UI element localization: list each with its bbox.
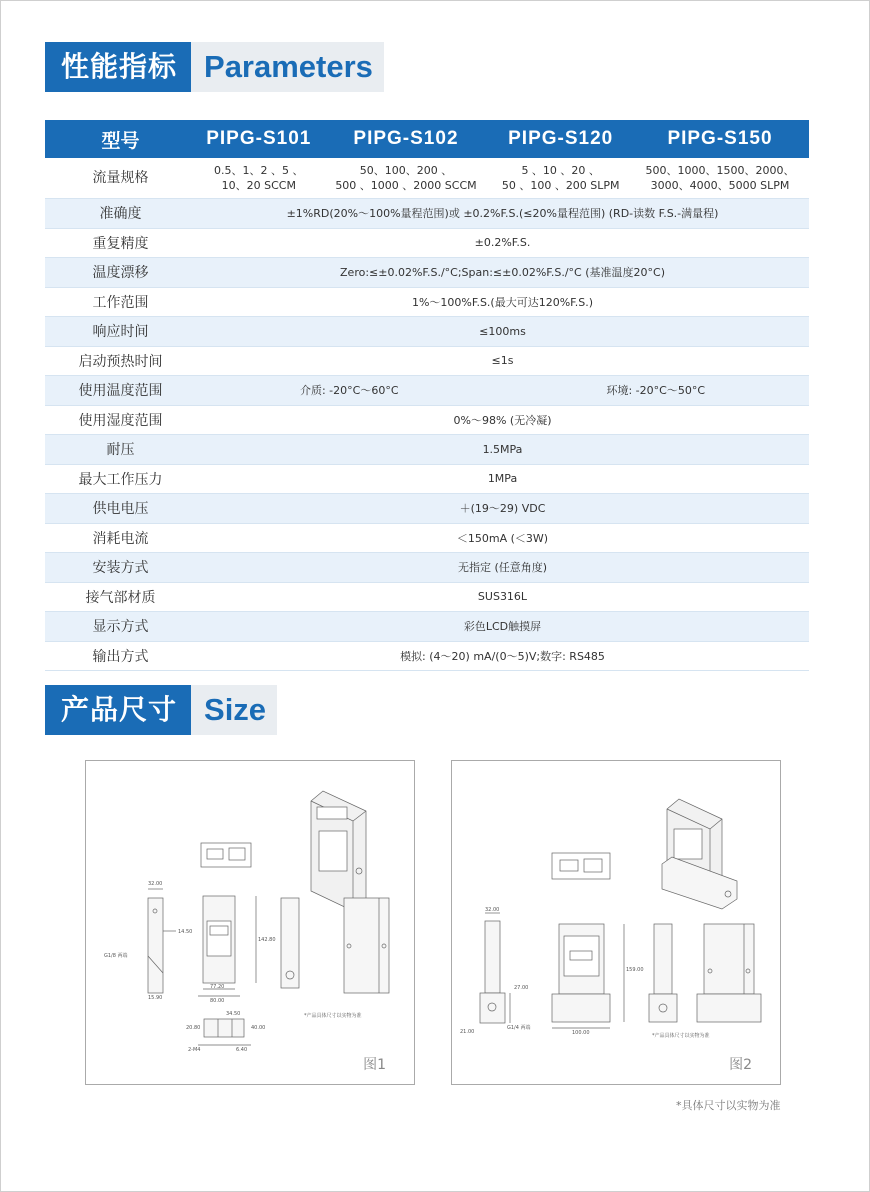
connector-view — [552, 853, 610, 879]
side-view-left — [480, 913, 510, 1023]
model-header: 型号 — [45, 120, 196, 158]
table-row — [45, 405, 809, 435]
row-label: 使用湿度范围 — [45, 405, 196, 435]
flow-cell-s101: 0.5、1、2 、5 、 10、20 SCCM — [196, 158, 322, 199]
table-row — [45, 317, 809, 347]
row-value: 1%～100%F.S.(最大可达120%F.S.) — [196, 287, 809, 317]
table-row — [45, 494, 809, 524]
row-value: ≤100ms — [196, 317, 809, 347]
row-label: 供电电压 — [45, 494, 196, 524]
figure-label: 图1 — [363, 1057, 386, 1073]
model-s150: PIPG-S150 — [631, 120, 809, 158]
row-label: 显示方式 — [45, 612, 196, 642]
dim-label: 142.80 — [258, 937, 276, 943]
section-title-en: Size — [191, 685, 277, 735]
row-label: 耐压 — [45, 435, 196, 465]
row-label: 响应时间 — [45, 317, 196, 347]
side-view-middle — [649, 924, 677, 1022]
row-value: 0%～98% (无冷凝) — [196, 405, 809, 435]
table-row — [45, 228, 809, 258]
table-row — [45, 612, 809, 642]
dim-label: 6.40 — [236, 1047, 248, 1053]
side-view-right — [697, 924, 761, 1022]
dim-label: 80.00 — [210, 998, 225, 1004]
section-title-cn: 性能指标 — [45, 42, 191, 92]
flow-cell-s120: 5 、10 、20 、 50 、100 、200 SLPM — [490, 158, 631, 199]
side-view-middle — [281, 898, 299, 988]
row-label: 重复精度 — [45, 228, 196, 258]
model-s120: PIPG-S120 — [490, 120, 631, 158]
drawing-1-svg — [86, 761, 414, 1084]
table-header-row — [45, 120, 809, 158]
footnote: *具体尺寸以实物为准 — [676, 1099, 781, 1112]
dimension-drawing-2 — [451, 760, 781, 1085]
row-value: ≤1s — [196, 346, 809, 376]
isometric-view — [662, 799, 737, 909]
table-row-temperature — [45, 376, 809, 406]
row-label: 最大工作压力 — [45, 464, 196, 494]
dim-label: 32.00 — [485, 907, 500, 913]
row-value: ±1%RD(20%～100%量程范围)或 ±0.2%F.S.(≤20%量程范围) (RD-读数 F.S.-满量程) — [196, 199, 809, 229]
row-label: 启动预热时间 — [45, 346, 196, 376]
row-value: ＋(19～29) VDC — [196, 494, 809, 524]
table-row-flow — [45, 158, 809, 199]
figure-label: 图2 — [729, 1057, 752, 1073]
row-value: ＜150mA (＜3W) — [196, 523, 809, 553]
model-s102: PIPG-S102 — [322, 120, 491, 158]
size-section-header — [45, 685, 277, 735]
row-label: 消耗电流 — [45, 523, 196, 553]
table-row — [45, 582, 809, 612]
parameters-table — [45, 120, 809, 671]
dim-label: 21.00 — [460, 1029, 475, 1035]
dim-label: 159.00 — [626, 967, 644, 973]
flow-cell-s150: 500、1000、1500、2000、 3000、4000、5000 SLPM — [631, 158, 809, 199]
dim-label: 14.50 — [178, 929, 193, 935]
dim-label: G1/8 两端 — [104, 953, 128, 959]
row-label: 输出方式 — [45, 641, 196, 671]
front-view — [198, 896, 256, 996]
table-row — [45, 464, 809, 494]
table-row — [45, 199, 809, 229]
dim-label: 2-M4 — [188, 1047, 201, 1053]
row-label: 温度漂移 — [45, 258, 196, 288]
section-title-cn: 产品尺寸 — [45, 685, 191, 735]
side-view-left — [148, 889, 176, 993]
drawing-2-svg — [452, 761, 780, 1084]
table-row — [45, 553, 809, 583]
row-label: 使用温度范围 — [45, 376, 196, 406]
temp-environment: 环境: -20°C～50°C — [606, 384, 706, 398]
dim-label: 100.00 — [572, 1030, 590, 1036]
row-value: 无指定 (任意角度) — [196, 553, 809, 583]
row-label: 准确度 — [45, 199, 196, 229]
front-view — [552, 924, 624, 1028]
connector-view — [201, 843, 251, 867]
row-label: 流量规格 — [45, 158, 196, 199]
drawing-note: *产品具体尺寸以实物为准 — [652, 1033, 710, 1039]
dim-label: 32.00 — [148, 881, 163, 887]
temp-medium: 介质: -20°C～60°C — [299, 384, 399, 398]
row-label: 工作范围 — [45, 287, 196, 317]
drawing-note: *产品具体尺寸以实物为准 — [304, 1013, 362, 1019]
row-label: 接气部材质 — [45, 582, 196, 612]
row-value: ±0.2%F.S. — [196, 228, 809, 258]
table-row — [45, 287, 809, 317]
dim-label: G1/4 两端 — [507, 1025, 531, 1031]
row-value: 模拟: (4～20) mA/(0～5)V;数字: RS485 — [196, 641, 809, 671]
model-s101: PIPG-S101 — [196, 120, 322, 158]
parameters-section-header — [45, 42, 384, 92]
dim-label: 34.50 — [226, 1011, 241, 1017]
table-row — [45, 258, 809, 288]
table-row — [45, 435, 809, 465]
dim-label: 27.00 — [514, 985, 529, 991]
side-view-right — [344, 898, 389, 993]
dim-label: 40.00 — [251, 1025, 266, 1031]
dim-label: 15.90 — [148, 995, 163, 1001]
flow-cell-s102: 50、100、200 、 500 、1000 、2000 SCCM — [322, 158, 491, 199]
row-value: Zero:≤±0.02%F.S./°C;Span:≤±0.02%F.S./°C (基准温度20°C) — [196, 258, 809, 288]
table-row — [45, 641, 809, 671]
isometric-view — [311, 791, 366, 911]
row-label: 安装方式 — [45, 553, 196, 583]
table-row — [45, 523, 809, 553]
section-title-en: Parameters — [191, 42, 384, 92]
dim-label: 20.80 — [186, 1025, 201, 1031]
row-value — [196, 376, 809, 406]
row-value: 彩色LCD触摸屏 — [196, 612, 809, 642]
dim-label: 77.20 — [210, 984, 225, 990]
bottom-view — [198, 1019, 251, 1045]
table-row — [45, 346, 809, 376]
row-value: 1.5MPa — [196, 435, 809, 465]
row-value: SUS316L — [196, 582, 809, 612]
row-value: 1MPa — [196, 464, 809, 494]
dimension-drawing-1 — [85, 760, 415, 1085]
